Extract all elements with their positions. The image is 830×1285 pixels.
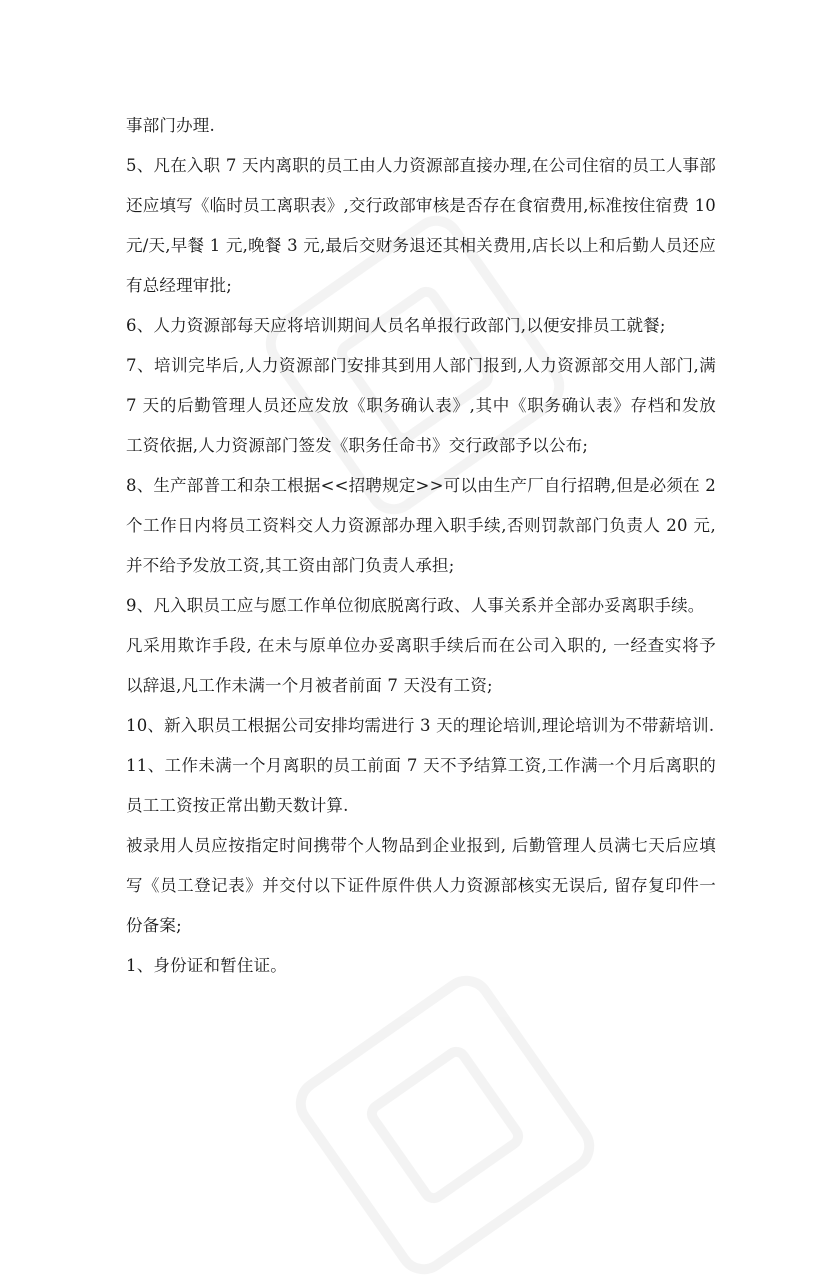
text-line: 凡采用欺诈手段, 在未与原单位办妥离职手续后而在公司入职的, 一经查实将予	[126, 636, 716, 655]
text-line: 写《员工登记表》并交付以下证件原件供人力资源部核实无误后, 留存复印件一	[126, 876, 716, 895]
text-line: 个工作日内将员工资料交人力资源部办理入职手续,否则罚款部门负责人 20 元,	[126, 516, 716, 535]
text-line: 以辞退,凡工作未满一个月被者前面 7 天没有工资;	[126, 676, 493, 695]
text-line: 5、凡在入职 7 天内离职的员工由人力资源部直接办理,在公司住宿的员工人事部	[126, 156, 716, 175]
text-line: 有总经理审批;	[126, 276, 232, 295]
text-line: 事部门办理.	[126, 116, 215, 135]
watermark-logo	[285, 965, 605, 1285]
text-line: 7、培训完毕后,人力资源部门安排其到用人部门报到,人力资源部交用人部门,满	[126, 356, 716, 375]
text-line: 员工工资按正常出勤天数计算.	[126, 796, 349, 815]
text-line: 还应填写《临时员工离职表》,交行政部审核是否存在食宿费用,标准按住宿费 10	[126, 196, 716, 215]
text-line: 10、新入职员工根据公司安排均需进行 3 天的理论培训,理论培训为不带薪培训.	[126, 716, 715, 735]
text-line: 元/天,早餐 1 元,晚餐 3 元,最后交财务退还其相关费用,店长以上和后勤人员还应	[126, 236, 716, 255]
text-line: 11、工作未满一个月离职的员工前面 7 天不予结算工资,工作满一个月后离职的	[126, 756, 716, 775]
text-line: 并不给予发放工资,其工资由部门负责人承担;	[126, 556, 455, 575]
text-line: 1、身份证和暂住证。	[126, 956, 287, 975]
text-line: 7 天的后勤管理人员还应发放《职务确认表》,其中《职务确认表》存档和发放	[126, 396, 716, 415]
document-body	[126, 106, 716, 986]
text-line: 工资依据,人力资源部门签发《职务任命书》交行政部予以公布;	[126, 436, 589, 455]
text-line: 6、人力资源部每天应将培训期间人员名单报行政部门,以便安排员工就餐;	[126, 316, 666, 335]
text-line: 份备案;	[126, 916, 182, 935]
text-line: 8、生产部普工和杂工根据<<招聘规定>>可以由生产厂自行招聘,但是必须在 2	[126, 476, 716, 495]
text-line: 被录用人员应按指定时间携带个人物品到企业报到, 后勤管理人员满七天后应填	[126, 836, 716, 855]
text-line: 9、凡入职员工应与愿工作单位彻底脱离行政、人事关系并全部办妥离职手续。	[126, 596, 705, 615]
